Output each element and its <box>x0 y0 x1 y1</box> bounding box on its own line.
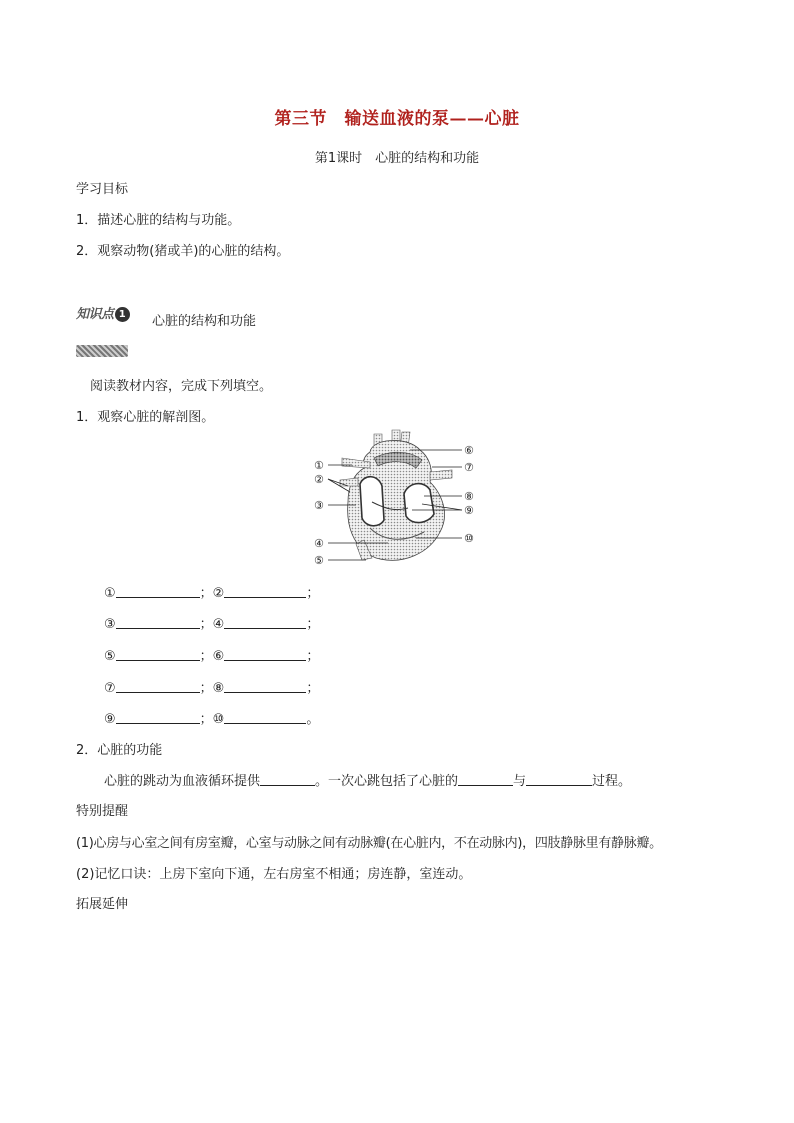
lesson-subtitle: 第1课时 心脏的结构和功能 <box>314 151 480 166</box>
answer-blank[interactable] <box>224 711 306 724</box>
answer-blank[interactable] <box>116 616 200 629</box>
objective-item-1: 1．描述心脏的结构与功能。 <box>76 213 241 228</box>
answer-label: ② <box>212 586 225 601</box>
answer-row-2 <box>104 613 319 632</box>
answer-separator: ； <box>199 586 213 601</box>
question-2-sentence <box>104 770 631 789</box>
answer-label: ⑥ <box>212 649 225 664</box>
answer-label: ③ <box>104 617 116 632</box>
diagram-label-8: ⑧ <box>464 490 474 503</box>
diagram-label-1: ① <box>314 459 324 472</box>
answer-separator: ； <box>306 586 320 601</box>
special-reminder-1: (1)心房与心室之间有房室瓣，心室与动脉之间有动脉瓣(在心脏内，不在动脉内)，四肢静脉里有静脉瓣。 <box>76 836 662 851</box>
answer-end: 。 <box>306 712 320 727</box>
answer-separator: ； <box>306 617 320 632</box>
diagram-label-5: ⑤ <box>314 554 324 567</box>
diagram-label-9: ⑨ <box>464 504 474 517</box>
reading-instruction: 阅读教材内容，完成下列填空。 <box>90 379 273 394</box>
answer-blank[interactable] <box>116 648 200 661</box>
knowledge-point-badge <box>76 303 130 322</box>
answer-label: ⑦ <box>104 681 116 696</box>
answer-label: ⑨ <box>104 712 116 727</box>
answer-separator: ； <box>199 649 213 664</box>
diagram-label-6: ⑥ <box>464 444 474 457</box>
question-2-heading: 2．心脏的功能 <box>76 743 163 758</box>
knowledge-point-title: 心脏的结构和功能 <box>152 314 257 329</box>
section-marker <box>76 345 128 357</box>
diagram-label-4: ④ <box>314 537 324 550</box>
answer-blank[interactable] <box>224 648 306 661</box>
answer-row-4 <box>104 677 319 696</box>
special-reminder-2: (2)记忆口诀：上房下室向下通，左右房室不相通；房连静，室连动。 <box>76 867 472 882</box>
knowledge-point-number: 1 <box>115 307 130 322</box>
page-title: 第三节 输送血液的泵——心脏 <box>274 109 520 129</box>
answer-label: ⑩ <box>212 712 225 727</box>
q2-text-3: 与 <box>513 774 527 789</box>
answer-label: ⑤ <box>104 649 116 664</box>
question-1-text: 1．观察心脏的解剖图。 <box>76 410 215 425</box>
answer-label: ⑧ <box>212 681 225 696</box>
diagram-label-10: ⑩ <box>464 532 474 545</box>
answer-blank[interactable] <box>224 680 306 693</box>
extension-heading: 拓展延伸 <box>76 897 129 912</box>
special-reminder-heading: 特别提醒 <box>76 804 129 819</box>
objective-item-2: 2．观察动物(猪或羊)的心脏的结构。 <box>76 244 290 259</box>
answer-row-1 <box>104 582 319 601</box>
answer-blank[interactable] <box>116 711 200 724</box>
answer-separator: ； <box>199 681 213 696</box>
answer-row-5 <box>104 708 319 727</box>
answer-separator: ； <box>306 681 320 696</box>
answer-separator: ； <box>306 649 320 664</box>
answer-label: ① <box>104 586 116 601</box>
answer-blank[interactable] <box>260 773 315 786</box>
answer-label: ④ <box>212 617 225 632</box>
answer-blank[interactable] <box>116 680 200 693</box>
diagram-label-2: ② <box>314 473 324 486</box>
diagram-label-3: ③ <box>314 499 324 512</box>
knowledge-point-badge-text: 知识点 <box>76 307 114 322</box>
answer-blank[interactable] <box>116 585 200 598</box>
answer-blank[interactable] <box>458 773 513 786</box>
objectives-heading: 学习目标 <box>76 182 129 197</box>
heart-diagram <box>312 428 482 570</box>
answer-blank[interactable] <box>224 585 306 598</box>
q2-text-4: 过程。 <box>592 774 632 789</box>
answer-separator: ； <box>199 617 213 632</box>
answer-separator: ； <box>199 712 213 727</box>
q2-text-1: 心脏的跳动为血液循环提供 <box>104 774 261 789</box>
heart-shape <box>340 430 452 560</box>
answer-row-3 <box>104 645 319 664</box>
diagram-label-7: ⑦ <box>464 461 474 474</box>
answer-blank[interactable] <box>224 616 306 629</box>
q2-text-2: 。一次心跳包括了心脏的 <box>315 774 459 789</box>
answer-blank[interactable] <box>526 773 592 786</box>
